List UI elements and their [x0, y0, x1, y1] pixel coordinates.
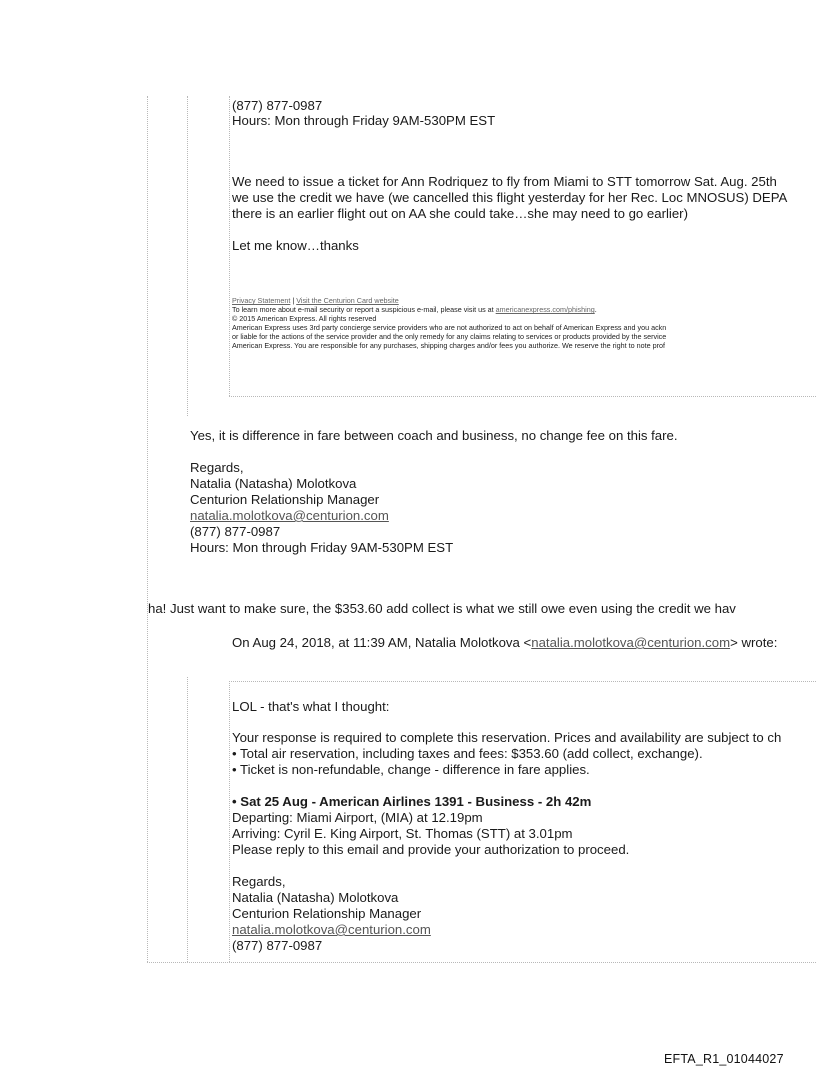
quoted-arriving: Arriving: Cyril E. King Airport, St. Thomas (STT) at 3.01pm [232, 826, 573, 841]
message-box-border-top [229, 96, 230, 396]
quoted-reply-note: Please reply to this email and provide your authorization to proceed. [232, 842, 630, 857]
centurion-website-link[interactable]: Visit the Centurion Card website [296, 296, 399, 305]
quoted-bullet-1: • Total air reservation, including taxes and fees: $353.60 (add collect, exchange). [232, 746, 703, 761]
quoted-intro: LOL - that's what I thought: [232, 699, 390, 714]
quote-header [232, 635, 777, 650]
quoted-email-link[interactable]: natalia.molotkova@centurion.com [232, 922, 431, 937]
quoted-phone: (877) 877-0987 [232, 938, 323, 953]
phishing-text: To learn more about e-mail security or report a suspicious e-mail, please visit us at [232, 305, 494, 314]
inner-quote-border-top [187, 96, 188, 416]
disclaimer-line-2: or liable for the actions of the service provider and the only remedy for any claims relating to services or products provided by the service [232, 332, 667, 341]
disclaimer-line-3: American Express. You are responsible for any purchases, shipping charges and/or fees you authorize. We reserve the right to note prof [232, 341, 665, 350]
outer-quote-bottom-line [147, 962, 816, 963]
quoted-box-top-line [229, 681, 816, 682]
block1-hours: Hours: Mon through Friday 9AM-530PM EST [232, 113, 496, 128]
disclaimer-separator: | [292, 296, 295, 305]
reply1-text: Yes, it is difference in fare between coach and business, no change fee on this fare. [190, 428, 678, 443]
inner-quote-border-bottom [187, 677, 188, 962]
quoted-required: Your response is required to complete this reservation. Prices and availability are subject to ch [232, 730, 782, 745]
quoted-box-left-border [229, 681, 230, 962]
privacy-statement-link[interactable]: Privacy Statement [232, 296, 291, 305]
disclaimer-line-1: American Express uses 3rd party concierge service providers who are not authorized to act on behalf of American Express and you ackn [232, 323, 667, 332]
reply1-title: Centurion Relationship Manager [190, 492, 380, 507]
quoted-title: Centurion Relationship Manager [232, 906, 422, 921]
reply1-phone: (877) 877-0987 [190, 524, 281, 539]
quote-header-suffix: > wrote: [730, 635, 778, 650]
phishing-link[interactable]: americanexpress.com/phishing [495, 305, 595, 314]
block1-phone: (877) 877-0987 [232, 98, 323, 113]
quoted-flight: • Sat 25 Aug - American Airlines 1391 - Business - 2h 42m [232, 794, 592, 809]
message-box-bottom-line [229, 396, 816, 397]
quoted-bullet-2: • Ticket is non-refundable, change - difference in fare applies. [232, 762, 590, 777]
disclaimer-phishing-line: To learn more about e-mail security or report a suspicious e-mail, please visit us at americanexpress.com/phishing. [232, 305, 597, 314]
quote-header-prefix: On Aug 24, 2018, at 11:39 AM, Natalia Molotkova < [232, 635, 532, 650]
block1-closing: Let me know…thanks [232, 238, 359, 253]
quoted-regards: Regards, [232, 874, 286, 889]
quoted-name: Natalia (Natasha) Molotkova [232, 890, 399, 905]
disclaimer-copyright: © 2015 American Express. All rights reserved [232, 314, 377, 323]
quote-header-email-link[interactable]: natalia.molotkova@centurion.com [531, 635, 731, 650]
reply1-name: Natalia (Natasha) Molotkova [190, 476, 357, 491]
reply1-regards: Regards, [190, 460, 244, 475]
block1-body-line-2: we use the credit we have (we cancelled this flight yesterday for her Rec. Loc MNOSUS) DEPA [232, 190, 788, 205]
outer-quote-border [147, 96, 148, 962]
reply1-email-link[interactable]: natalia.molotkova@centurion.com [190, 508, 389, 523]
quoted-departing: Departing: Miami Airport, (MIA) at 12.19pm [232, 810, 483, 825]
block1-body-line-3: there is an earlier flight out on AA she could take…she may need to go earlier) [232, 206, 688, 221]
block1-body-line-1: We need to issue a ticket for Ann Rodriquez to fly from Miami to STT tomorrow Sat. Aug. 25th [232, 174, 777, 189]
document-id: EFTA_R1_01044027 [664, 1052, 784, 1066]
reply2-text: ha! Just want to make sure, the $353.60 add collect is what we still owe even using the credit we hav [148, 601, 736, 616]
reply1-hours: Hours: Mon through Friday 9AM-530PM EST [190, 540, 454, 555]
